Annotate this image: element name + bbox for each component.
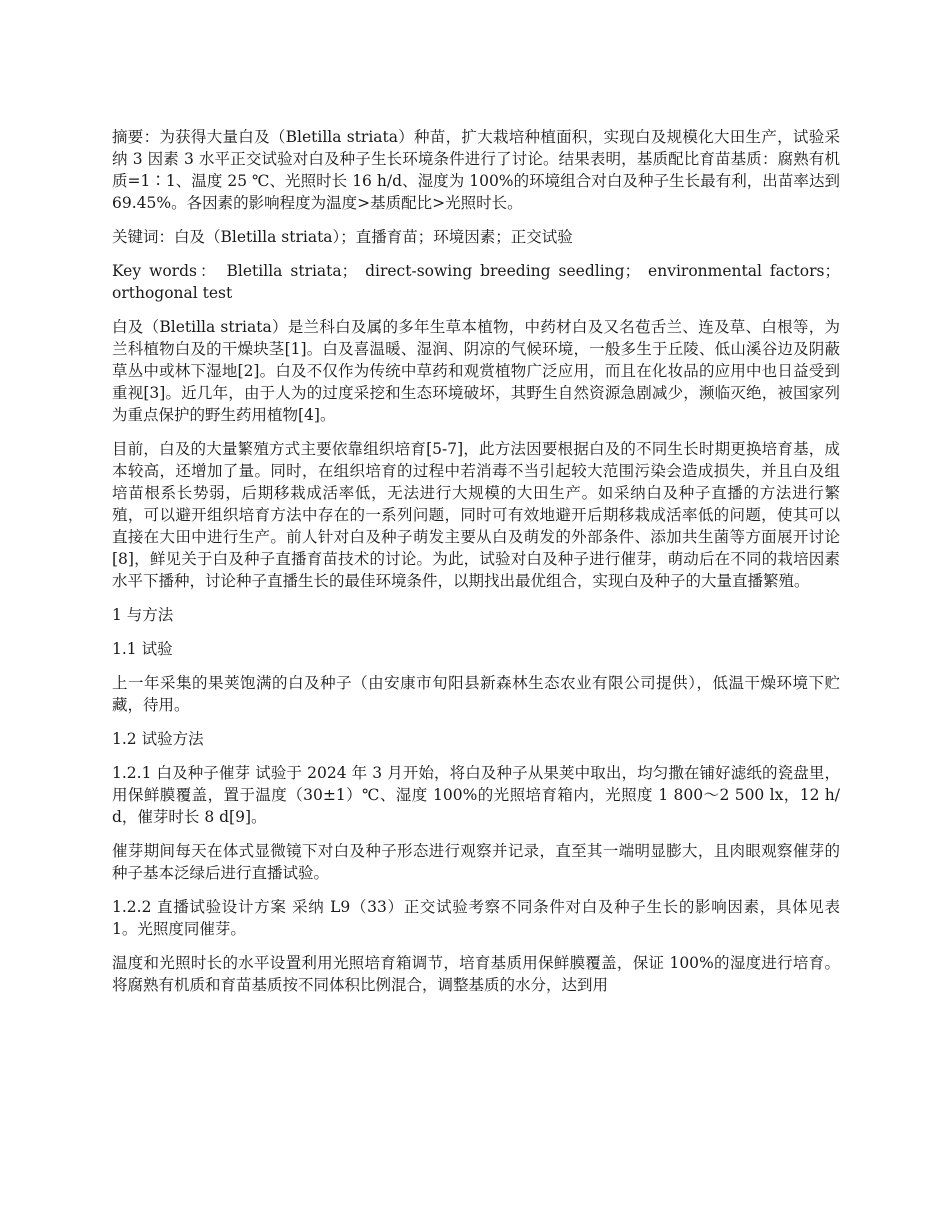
intro-paragraph-2: 目前，白及的大量繁殖方式主要依靠组织培育[5-7]，此方法因要根据白及的不同生长时期更换培育基，成本较高，还增加了量。同时，在组织培育的过程中若消毒不当引起较大范围污染会造成损失，并且白及组培苗根系长势弱，后期移栽成活率低，无法进行大规模的大田生产。如采纳白及种子直播的方法进行繁殖，可以避开组织培育方法中存在的一系列问题，同时可有效地避开后期移栽成活率低的问题，使其可以直接在大田中进行生产。前人针对白及种子萌发主要从白及萌发的外部条件、添加共生菌等方面展开讨论[8]，鲜见关于白及种子直播育苗技术的讨论。为此，试验对白及种子进行催芽，萌动后在不同的栽培因素水平下播种，讨论种子直播生长的最佳环境条件，以期找出最优组合，实现白及种子的大量直播繁殖。 xyxy=(112,440,840,590)
intro-paragraph-1: 白及（Bletilla striata）是兰科白及属的多年生草本植物，中药材白及又名苞舌兰、连及草、白根等，为兰科植物白及的干燥块茎[1]。白及喜温暖、湿润、阴凉的气候环境，一般多生于丘陵、低山溪谷边及阴蔽草丛中或林下湿地[2]。白及不仅作为传统中草药和观赏植物广泛应用，而且在化妆品的应用中也日益受到重视[3]。近几年，由于人为的过度采挖和生态环境破坏，其野生自然资源急剧减少，濒临灭绝，被国家列为重点保护的野生药用植物[4]。 xyxy=(112,318,840,424)
design-paragraph: 1.2.2 直播试验设计方案 采纳 L9（33）正交试验考察不同条件对白及种子生长的影响因素，具体见表 1。光照度同催芽。 xyxy=(112,898,840,938)
document-page xyxy=(112,126,840,1008)
germination-paragraph: 1.2.1 白及种子催芽 试验于 2024 年 3 月开始，将白及种子从果荚中取出，均匀撒在铺好滤纸的瓷盘里，用保鲜膜覆盖，置于温度（30±1）℃、湿度 100%的光照培育箱内，光照度 1 800～2 500 lx，12 h/d，催芽时长 8 d[9]。 xyxy=(112,764,840,826)
cultivation-paragraph: 温度和光照时长的水平设置利用光照培育箱调节，培育基质用保鲜膜覆盖，保证 100%的湿度进行培育。将腐熟有机质和育苗基质按不同体积比例混合，调整基质的水分，达到用 xyxy=(112,954,840,994)
keywords-chinese: 关键词：白及（Bletilla striata）；直播育苗；环境因素；正交试验 xyxy=(112,228,573,246)
section-heading-1-2: 1.2 试验方法 xyxy=(112,730,204,748)
materials-paragraph: 上一年采集的果荚饱满的白及种子（由安康市旬阳县新森林生态农业有限公司提供），低温干燥环境下贮藏，待用。 xyxy=(112,674,840,714)
keywords-english: Key words： Bletilla striata； direct-sowing breeding seedling； environmental factors； orthogonal test xyxy=(112,262,840,302)
section-heading-1: 1 与方法 xyxy=(112,606,174,624)
abstract-paragraph: 摘要：为获得大量白及（Bletilla striata）种苗，扩大栽培种植面积，实现白及规模化大田生产，试验采纳 3 因素 3 水平正交试验对白及种子生长环境条件进行了讨论。结果表明，基质配比育苗基质：腐熟有机质=1∶1、温度 25 ℃、光照时长 16 h/d、湿度为 100%的环境组合对白及种子生长最有利，出苗率达到 69.45%。各因素的影响程度为温度>基质配比>光照时长。 xyxy=(112,128,840,212)
section-heading-1-1: 1.1 试验 xyxy=(112,640,173,658)
observation-paragraph: 催芽期间每天在体式显微镜下对白及种子形态进行观察并记录，直至其一端明显膨大，且肉眼观察催芽的种子基本泛绿后进行直播试验。 xyxy=(112,842,840,882)
